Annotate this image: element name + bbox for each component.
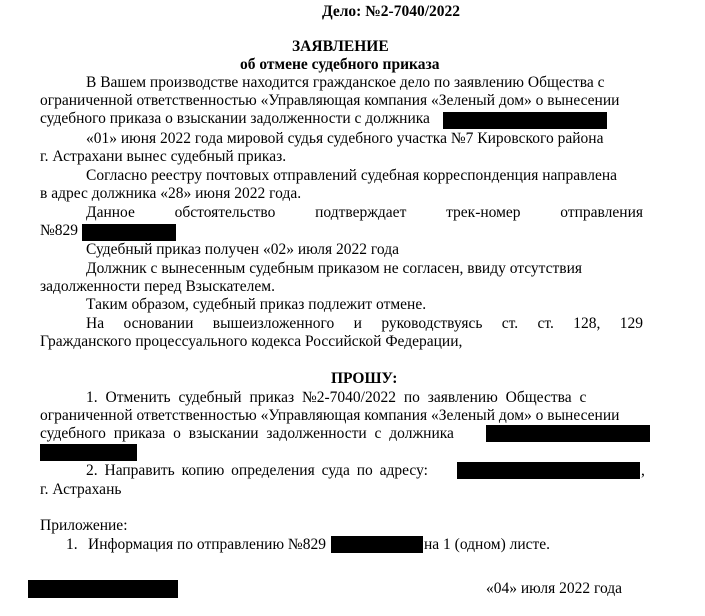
paragraph-line-justified (86, 204, 643, 222)
request-comma: , (641, 462, 645, 479)
word: трек-номер (446, 204, 521, 221)
paragraph-line: Судебный приказ получен «02» июля 2022 года (86, 241, 399, 258)
word: подтверждает (315, 204, 407, 221)
attachments-label: Приложение: (40, 517, 128, 534)
paragraph-line: г. Астрахани вынес судебный приказ. (40, 148, 287, 165)
paragraph-line: ограниченной ответственностью «Управляющая компания «Зеленый дом» о вынесении (40, 92, 620, 109)
request-line: ограниченной ответственностью «Управляющая компания «Зеленый дом» о вынесении (40, 407, 620, 424)
word: отправления (560, 204, 643, 221)
request-line: г. Астрахань (40, 481, 122, 498)
request-line: 1. Отменить судебный приказ №2-7040/2022 по заявлению Общества с (86, 389, 587, 406)
redacted-tracking-number (331, 536, 423, 553)
paragraph-line: «01» июня 2022 года мировой судья судебного участка №7 Кировского района (86, 130, 604, 147)
tracking-number-prefix: №829 (40, 222, 79, 239)
paragraph-line: Согласно реестру почтовых отправлений судебная корреспонденция направлена (86, 167, 618, 184)
redacted-debtor-name (486, 425, 650, 442)
request-line: 2. Направить копию определения суда по адресу: (86, 462, 428, 479)
request-line: судебного приказа о взыскании задолженности с должника (40, 425, 454, 442)
redacted-signature (28, 580, 178, 598)
document-subtitle: об отмене судебного приказа (240, 56, 440, 73)
document-date: «04» июля 2022 года (486, 580, 623, 597)
paragraph-line: Должник с вынесенным судебным приказом не согласен, ввиду отсутствия (86, 260, 583, 277)
word: обстоятельство (174, 204, 276, 221)
paragraph-line: судебного приказа о взыскании задолженности с должника (40, 110, 430, 127)
paragraph-line: В Вашем производстве находится гражданское дело по заявлению Общества с (86, 74, 605, 91)
redacted-tracking-number (82, 224, 176, 241)
case-number: Дело: №2-7040/2022 (322, 3, 461, 20)
request-heading: ПРОШУ: (331, 370, 398, 387)
attachment-text-tail: на 1 (одном) листе. (424, 536, 551, 553)
paragraph-line: Гражданского процессуального кодекса Российской Федерации, (40, 333, 463, 350)
attachment-number: 1. (66, 536, 78, 553)
paragraph-line: На основании вышеизложенного и руководствуясь ст. ст. 128, 129 (86, 315, 643, 332)
paragraph-line: задолженности перед Взыскателем. (40, 278, 275, 295)
redacted-debtor-name (443, 112, 607, 129)
word: Данное (86, 204, 135, 221)
paragraph-line: Таким образом, судебный приказ подлежит отмене. (86, 296, 427, 313)
paragraph-line: в адрес должника «28» июня 2022 года. (40, 185, 302, 202)
attachment-text: Информация по отправлению №829 (88, 536, 326, 553)
redacted-address (457, 462, 640, 479)
document-title: ЗАЯВЛЕНИЕ (292, 38, 389, 55)
redacted-debtor-name-continued (40, 444, 137, 461)
